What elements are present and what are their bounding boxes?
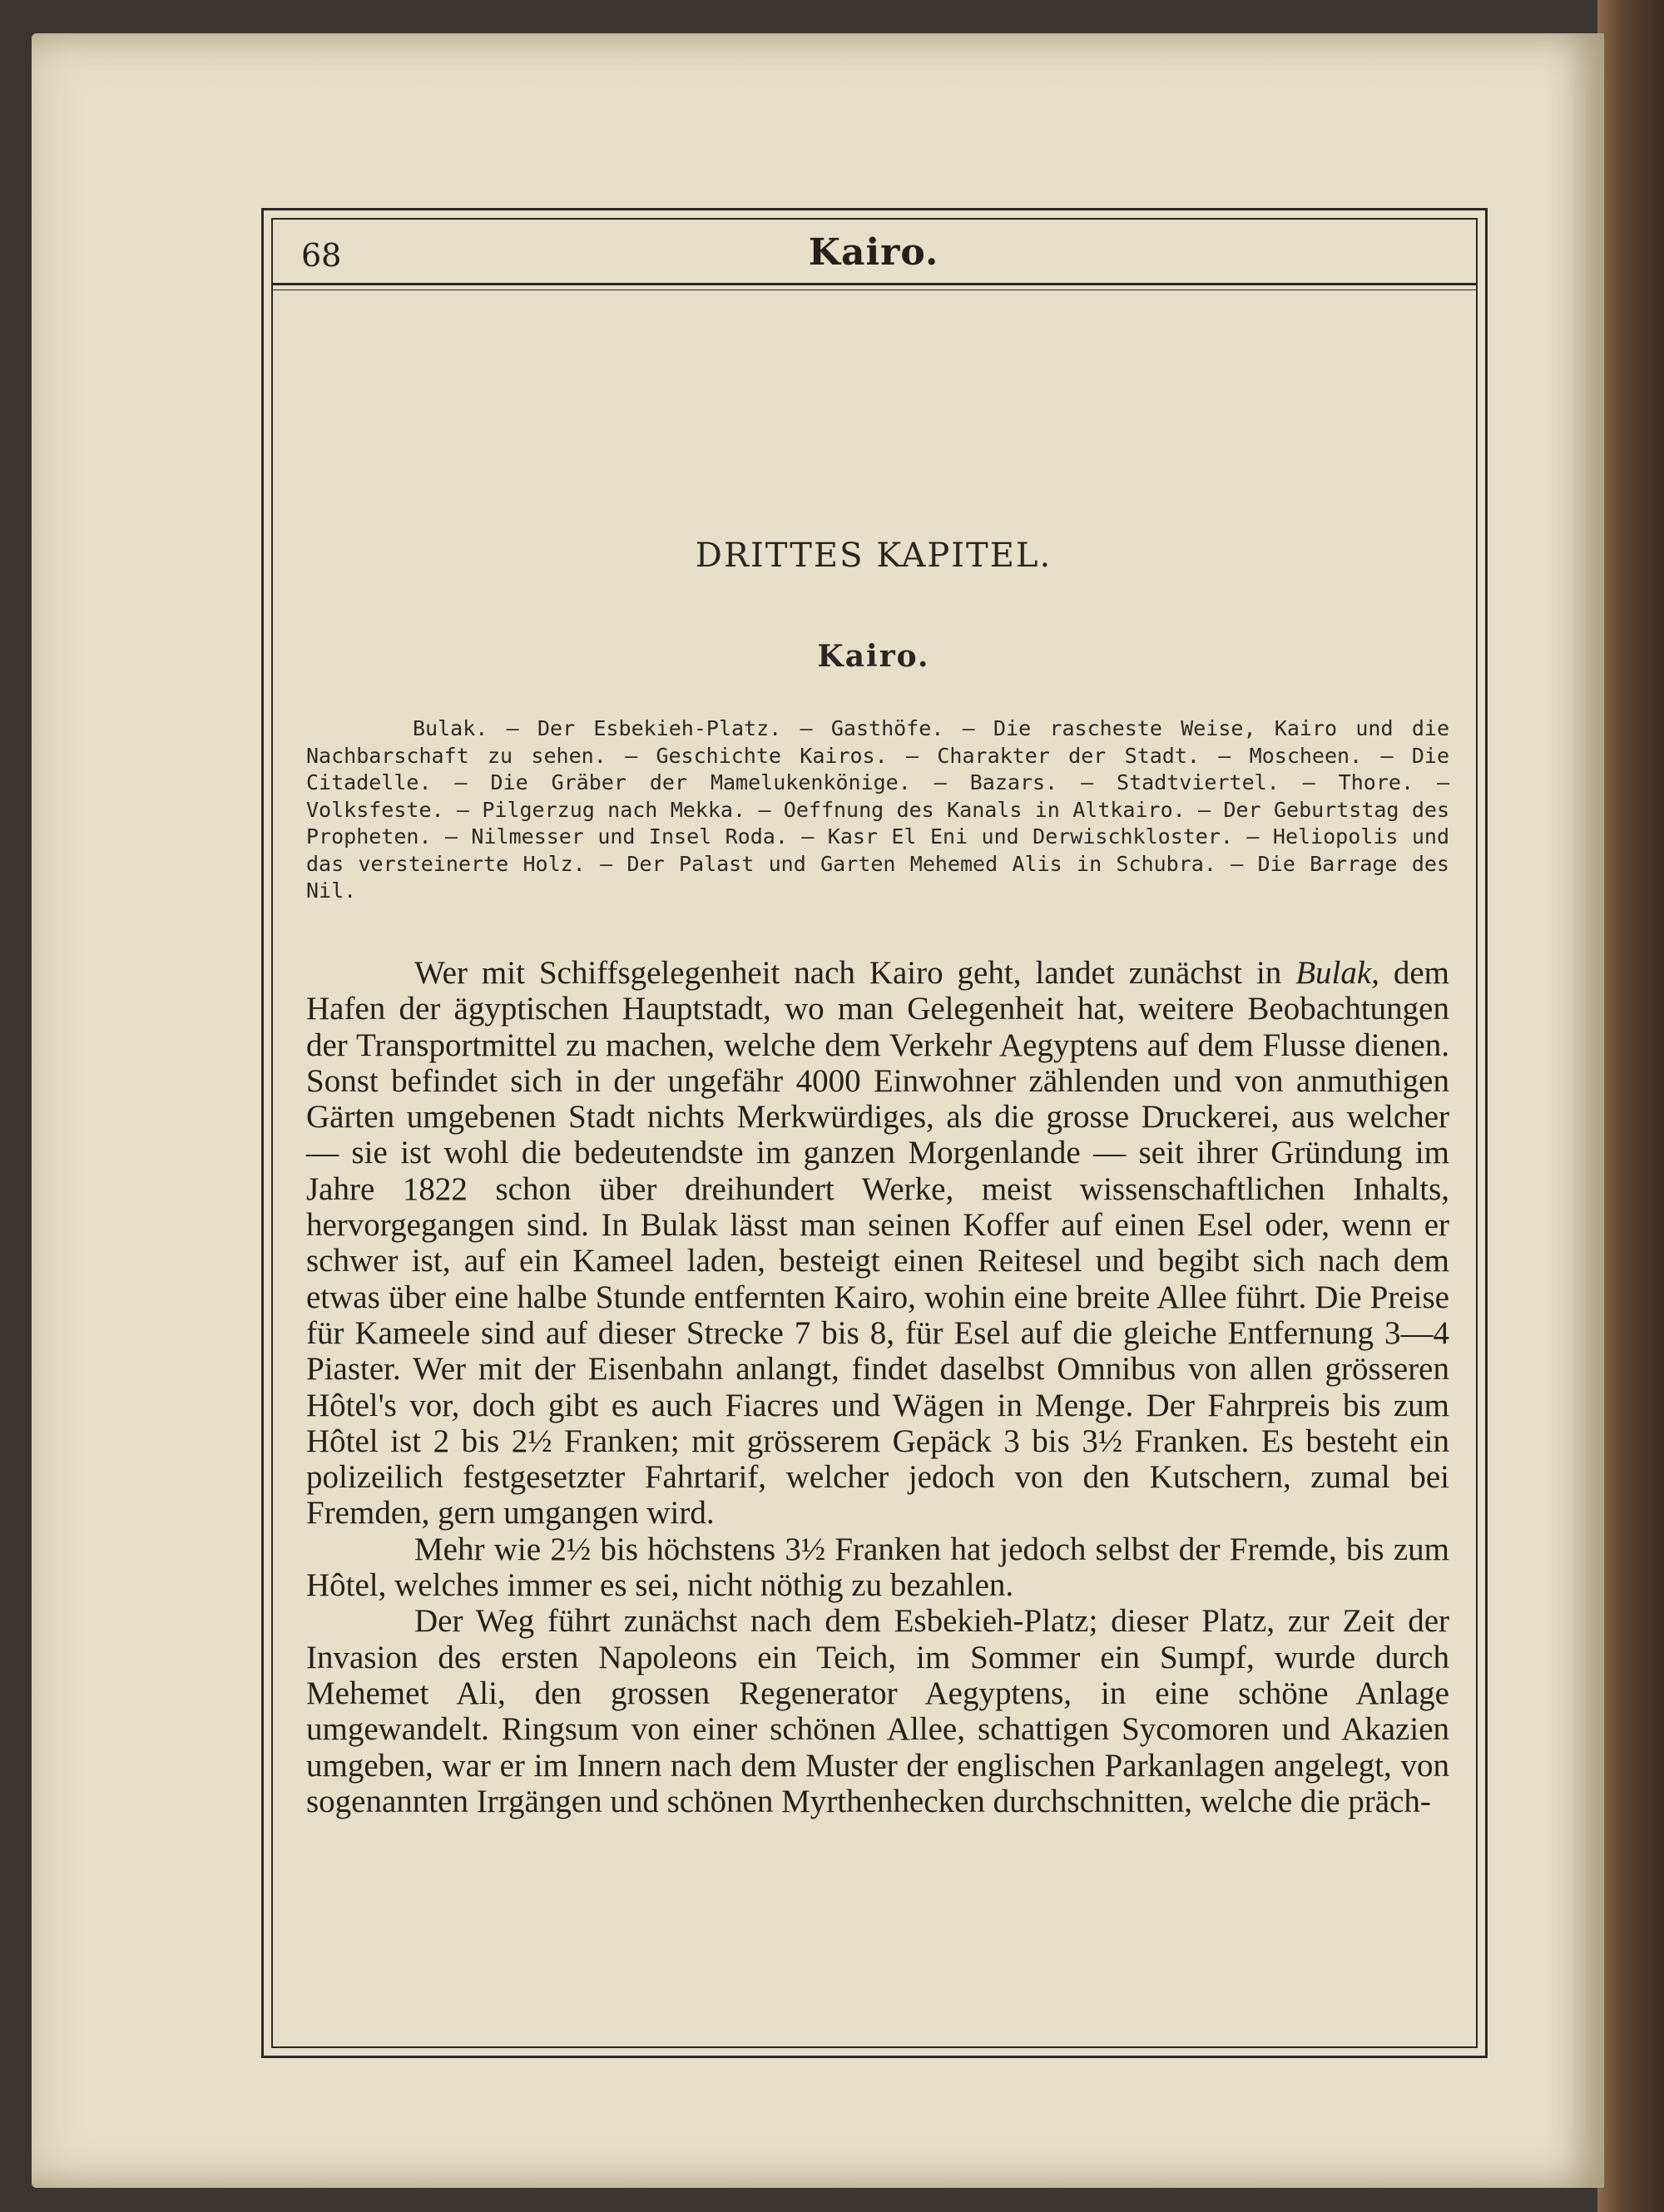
running-head: Kairo. xyxy=(808,231,939,274)
chapter-label: DRITTES KAPITEL. xyxy=(695,537,1052,575)
paragraph-1-rest: dem Hafen der ägyptischen Hauptstadt, wo man Gelegenheit hat, weitere Beobachtungen der Transportmittel zu machen, welche dem Verkehr Aegyptens auf dem Flusse dienen. Sonst befindet sich in der ungefähr 4000 Einwohner zählenden und von anmuthigen Gärten umgebenen Stadt nichts Merkwürdiges, als die grosse Druckerei, aus welcher — sie ist wohl die bedeutendste im ganzen Morgenlande — seit ihrer Gründung im Jahre 1822 schon über dreihundert Werke, meist wissenschaftlichen Inhalts, hervorgegangen sind. In Bulak lässt man seinen Koffer auf einen Esel oder, wenn er schwer ist, auf ein Kameel laden, besteigt einen Reitesel und begibt sich nach dem etwas über eine halbe Stunde entfernten Kairo, wohin eine breite Allee führt. Die Preise für Kameele sind auf dieser Strecke 7 bis 8, für Esel auf die gleiche Entfernung 3—4 Piaster. Wer mit der Eisenbahn anlangt, findet daselbst Omnibus von allen grösseren Hôtel's vor, doch gibt es auch Fiacres und Wägen in Menge. Der Fahrpreis bis zum Hôtel ist 2 bis 2½ Franken; mit grösserem Gepäck 3 bis 3½ Franken. Es besteht ein polizeilich festgesetzter Fahrtarif, welcher jedoch von den Kutschern, zumal bei Fremden, gern umgangen wird. xyxy=(306,955,1449,1532)
paragraph-3: Der Weg führt zunächst nach dem Esbekieh-Platz; dieser Platz, zur Zeit der Invasion des ersten Napoleons ein Teich, im Sommer ein Sumpf, wurde durch Mehemet Ali, den grossen Regenerator Aegyptens, in eine schöne Anlage umgewandelt. Ringsum von einer schönen Allee, schattigen Sycomoren und Akazien umgeben, war er im Innern nach dem Muster der englischen Parkanlagen angelegt, von sogenannten Irrgängen und schönen Myrthenhecken durchschnitten, welche die präch- xyxy=(306,1603,1449,1819)
chapter-title: Kairo. xyxy=(817,639,930,674)
chapter-summary: Bulak. — Der Esbekieh-Platz. — Gasthöfe. — Die rascheste Weise, Kairo und die Nachbarschaft zu sehen. — Geschichte Kairos. — Charakter der Stadt. — Moscheen. — Die Citadelle. — Die Gräber der Mamelukenkönige. — Bazars. — Stadtviertel. — Thore. — Volksfeste. — Pilgerzug nach Mekka. — Oeffnung des Kanals in Altkairo. — Der Geburtstag des Propheten. — Nilmesser und Insel Roda. — Kasr El Eni und Derwischkloster. — Heliopolis und das versteinerte Holz. — Der Palast und Garten Mehemed Alis in Schubra. — Die Barrage des Nil. xyxy=(306,716,1449,903)
header-rule xyxy=(271,283,1478,285)
paragraph-1-start: Wer mit Schiffsgelegenheit nach Kairo geht, landet zunächst in xyxy=(414,955,1282,991)
book-spine xyxy=(1597,0,1664,2212)
place-name-bulak: Bulak, xyxy=(1295,955,1379,991)
body-text xyxy=(306,955,1449,1819)
page-number: 68 xyxy=(301,237,342,274)
paragraph-1 xyxy=(306,955,1449,1532)
paragraph-2: Mehr wie 2½ bis höchstens 3½ Franken hat jedoch selbst der Fremde, bis zum Hôtel, welches immer es sei, nicht nöthig zu bezahlen. xyxy=(306,1531,1449,1604)
header-rule-thin xyxy=(271,289,1478,290)
